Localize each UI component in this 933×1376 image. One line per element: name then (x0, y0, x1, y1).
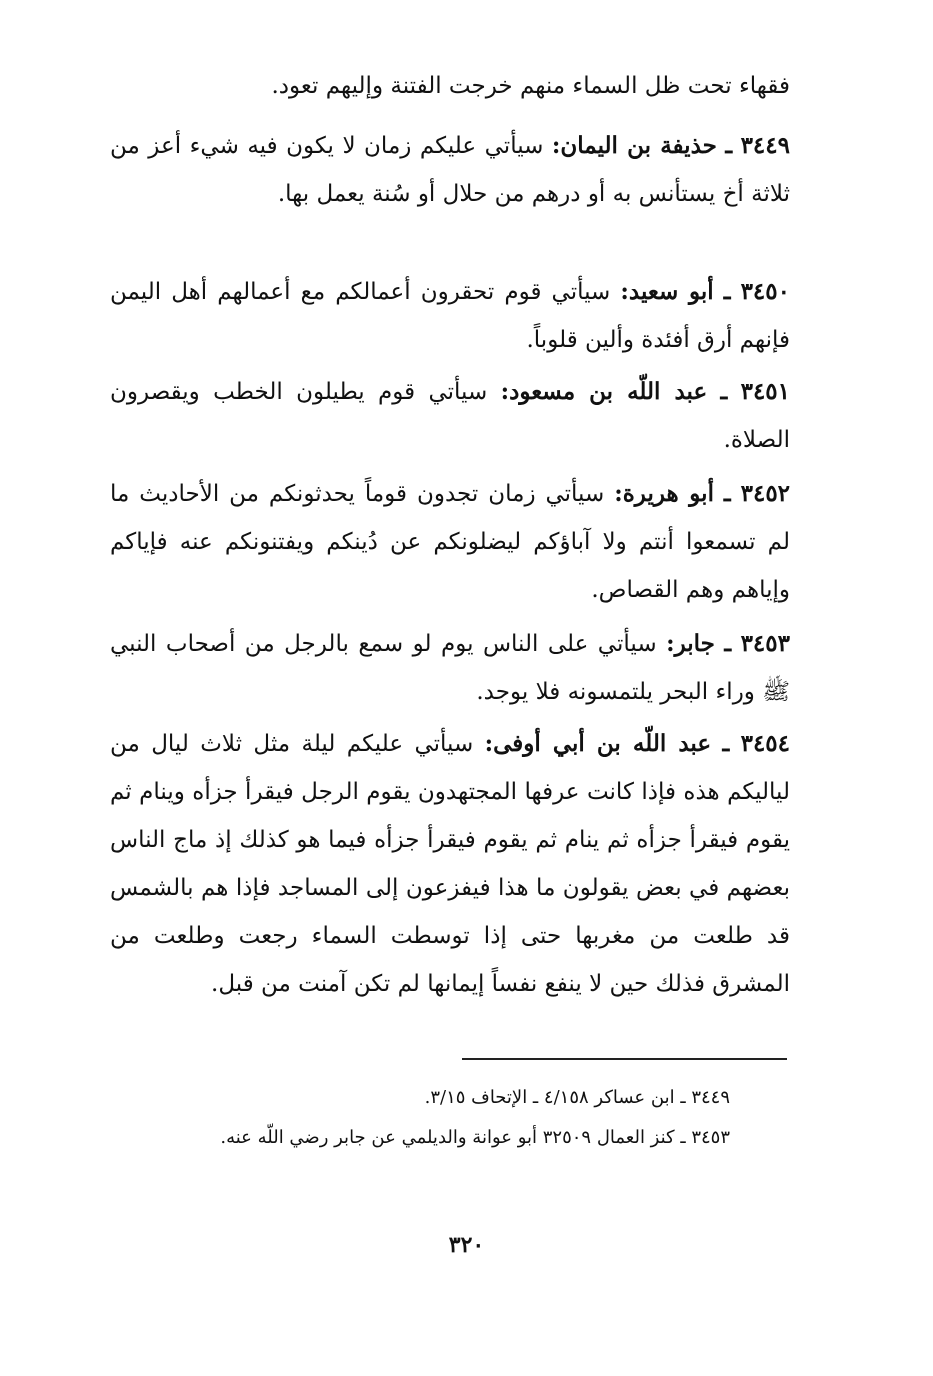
hadith-number: ٣٤٥١ (740, 378, 791, 405)
page-number: ٣٢٠ (448, 1232, 485, 1258)
hadith-separator: ـ (723, 480, 731, 507)
hadith-text: سيأتي قوم تحقرون أعمالكم مع أعمالهم أهل اليمن فإنهم أرق أفئدة وألين قلوباً. (110, 279, 790, 353)
narrator-name: عبد اللّه بن مسعود: (500, 378, 708, 405)
hadith-separator: ـ (724, 630, 732, 657)
hadith-3454 (110, 720, 790, 1008)
hadith-text: سيأتي عليكم ليلة مثل ثلاث ليال من لياليكم هذه فإذا كانت عرفها المجتهدون يقوم الرجل فيقرأ جزأه وينام ثم يقوم فيقرأ جزأه ثم ينام ثم يقوم فيقرأ جزأه فيما هو كذلك إذ ماج الناس بعضهم في بعض يقولون ما هذا فيفزعون إلى المساجد فإذا هم بالشمس قد طلعت من مغربها حتى إذا توسطت السماء رجعت وطلعت من المشرق فذلك حين لا ينفع نفساً إيمانها لم تكن آمنت من قبل. (110, 731, 790, 997)
hadith-paragraph (110, 122, 790, 218)
hadith-3451 (110, 368, 790, 464)
hadith-separator: ـ (723, 278, 731, 305)
hadith-paragraph (110, 368, 790, 464)
hadith-number: ٣٤٥٠ (740, 278, 790, 305)
hadith-number: ٣٤٥٢ (740, 480, 791, 507)
narrator-name: أبو سعيد: (620, 278, 714, 305)
hadith-3449 (110, 122, 790, 218)
hadith-number: ٣٤٥٣ (740, 630, 790, 657)
narrator-name: حذيفة بن اليمان: (551, 132, 717, 159)
hadith-separator: ـ (725, 132, 733, 159)
narrator-name: عبد اللّه بن أبي أوفى: (484, 730, 712, 757)
narrator-name: أبو هريرة: (614, 480, 714, 507)
footnote: ٣٤٤٩ ـ ابن عساكر ٤/١٥٨ ـ الإتحاف ٣/١٥. (424, 1087, 730, 1108)
hadith-paragraph (110, 268, 790, 364)
hadith-separator: ـ (720, 378, 728, 405)
hadith-3452 (110, 470, 790, 614)
hadith-paragraph (110, 620, 790, 716)
hadith-text: سيأتي عليكم زمان لا يكون فيه شيء أعز من ثلاثة أخ يستأنس به أو درهم من حلال أو سُنة يعمل بها. (110, 133, 790, 207)
continuation-paragraph: فقهاء تحت ظل السماء منهم خرجت الفتنة وإليهم تعود. (271, 73, 790, 99)
hadith-number: ٣٤٤٩ (740, 132, 790, 159)
footnote-divider (462, 1058, 787, 1060)
hadith-text: سيأتي على الناس يوم لو سمع بالرجل من أصحاب النبي ﷺ وراء البحر يلتمسونه فلا يوجد. (110, 631, 790, 705)
footnote: ٣٤٥٣ ـ كنز العمال ٣٢٥٠٩ أبو عوانة والديلمي عن جابر رضي اللّه عنه. (220, 1127, 730, 1148)
hadith-3453 (110, 620, 790, 716)
hadith-separator: ـ (722, 730, 730, 757)
hadith-paragraph (110, 470, 790, 614)
hadith-text: سيأتي قوم يطيلون الخطب ويقصرون الصلاة. (110, 379, 790, 453)
footnotes (110, 1078, 730, 1158)
narrator-name: جابر: (666, 630, 715, 657)
hadith-text: سيأتي زمان تجدون قوماً يحدثونكم من الأحاديث ما لم تسمعوا أنتم ولا آباؤكم ليضلونكم عن دُينكم ويفتنونكم عنه فإياكم وإياهم وهم القصاص. (110, 481, 790, 603)
continuation-text-block (110, 62, 790, 110)
hadith-3450 (110, 268, 790, 364)
hadith-number: ٣٤٥٤ (740, 730, 791, 757)
hadith-paragraph (110, 720, 790, 1008)
